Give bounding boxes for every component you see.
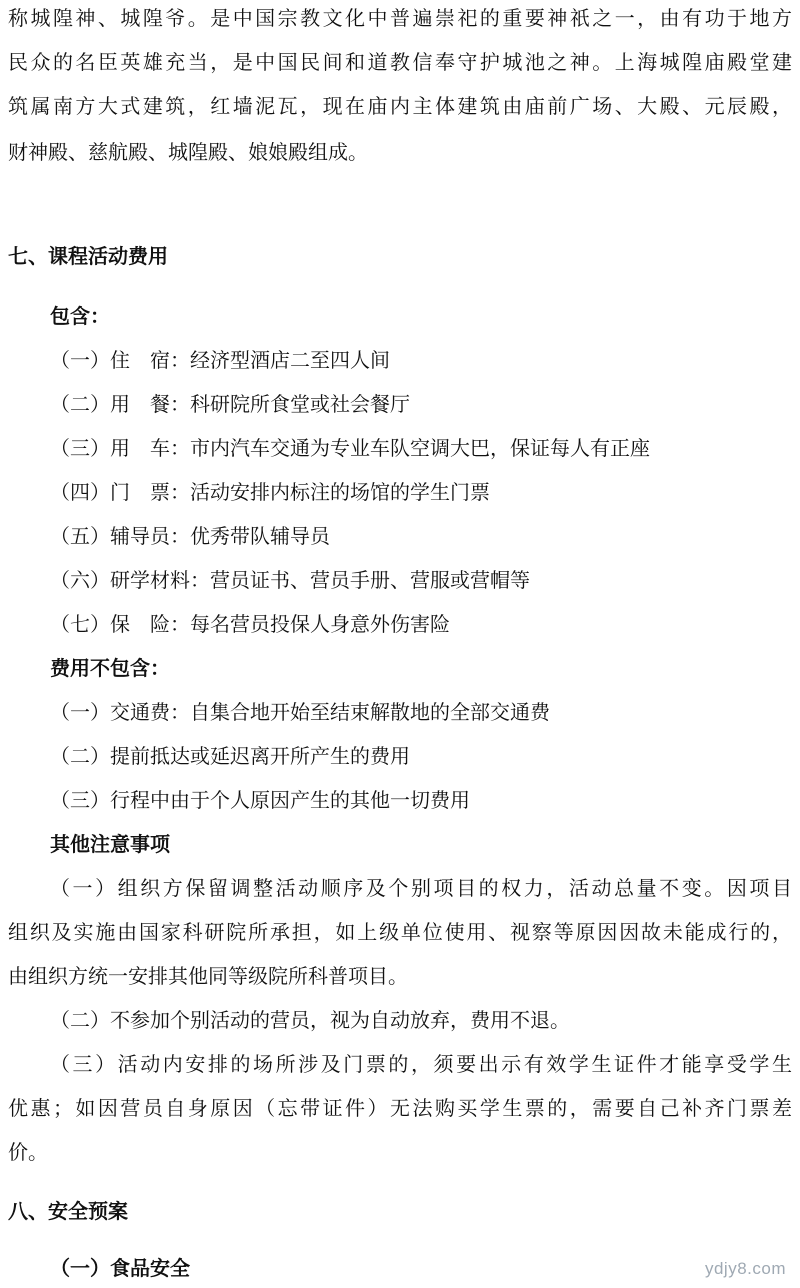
section-8-sub-1: （一）食品安全 — [50, 1256, 190, 1280]
note-3-line-1: （三）活动内安排的场所涉及门票的，须要出示有效学生证件才能享受学生 — [50, 1052, 792, 1076]
note-2: （二）不参加个别活动的营员，视为自动放弃，费用不退。 — [50, 1008, 570, 1032]
intro-line-3: 筑属南方大式建筑，红墙泥瓦，现在庙内主体建筑由庙前广场、大殿、元辰殿， — [8, 94, 792, 118]
note-1-line-1: （一）组织方保留调整活动顺序及个别项目的权力，活动总量不变。因项目 — [50, 876, 792, 900]
excludes-item-2: （二）提前抵达或延迟离开所产生的费用 — [50, 744, 410, 768]
includes-item-4: （四）门 票：活动安排内标注的场馆的学生门票 — [50, 480, 490, 504]
intro-line-2: 民众的名臣英雄充当，是中国民间和道教信奉守护城池之神。上海城隍庙殿堂建 — [8, 50, 792, 74]
note-1-line-2: 组织及实施由国家科研院所承担，如上级单位使用、视察等原因因故未能成行的， — [8, 920, 792, 944]
includes-item-3: （三）用 车：市内汽车交通为专业车队空调大巴，保证每人有正座 — [50, 436, 650, 460]
notes-heading: 其他注意事项 — [50, 832, 170, 856]
note-1-line-3: 由组织方统一安排其他同等级院所科普项目。 — [8, 964, 408, 988]
intro-line-1: 称城隍神、城隍爷。是中国宗教文化中普遍崇祀的重要神祇之一，由有功于地方 — [8, 6, 792, 30]
watermark: ydjy8.com — [704, 1259, 786, 1278]
excludes-heading: 费用不包含： — [50, 656, 170, 680]
includes-heading: 包含： — [50, 304, 110, 328]
intro-line-4: 财神殿、慈航殿、城隍殿、娘娘殿组成。 — [8, 140, 368, 164]
note-3-line-2: 优惠；如因营员自身原因（忘带证件）无法购买学生票的，需要自己补齐门票差 — [8, 1096, 792, 1120]
note-3-line-3: 价。 — [8, 1140, 48, 1164]
includes-item-6: （六）研学材料：营员证书、营员手册、营服或营帽等 — [50, 568, 530, 592]
section-7-heading: 七、课程活动费用 — [8, 244, 168, 268]
includes-item-7: （七）保 险：每名营员投保人身意外伤害险 — [50, 612, 450, 636]
excludes-item-3: （三）行程中由于个人原因产生的其他一切费用 — [50, 788, 470, 812]
includes-item-5: （五）辅导员：优秀带队辅导员 — [50, 524, 330, 548]
section-8-heading: 八、安全预案 — [8, 1199, 128, 1223]
includes-item-1: （一）住 宿：经济型酒店二至四人间 — [50, 348, 390, 372]
includes-item-2: （二）用 餐：科研院所食堂或社会餐厅 — [50, 392, 410, 416]
excludes-item-1: （一）交通费：自集合地开始至结束解散地的全部交通费 — [50, 700, 550, 724]
